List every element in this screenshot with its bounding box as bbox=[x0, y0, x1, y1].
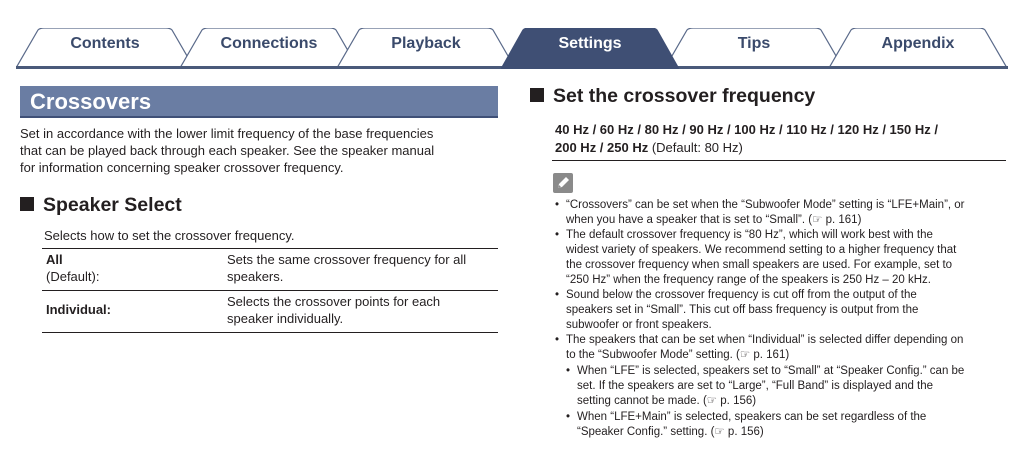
intro-line: Set in accordance with the lower limit frequency of the base frequencies bbox=[20, 126, 434, 141]
note-line: to the “Subwoofer Mode” setting. (☞ p. 161) bbox=[566, 349, 790, 361]
note-item bbox=[555, 333, 965, 363]
table-rule bbox=[42, 248, 498, 249]
frequency-options bbox=[555, 121, 938, 157]
section-rule bbox=[552, 160, 1006, 161]
tab-label: Contents bbox=[70, 35, 140, 52]
section-title: Crossovers bbox=[30, 89, 152, 114]
section-banner bbox=[20, 86, 498, 118]
square-bullet-icon bbox=[530, 88, 544, 102]
note-line: • When “LFE+Main” is selected, speakers can be set regardless of the bbox=[577, 411, 927, 423]
note-item bbox=[555, 288, 965, 333]
tab-bar bbox=[0, 0, 1024, 70]
note-line: widest variety of speakers. We recommend setting to a higher frequency that bbox=[566, 244, 957, 256]
note-line: subwoofer or front speakers. bbox=[566, 319, 712, 331]
frequency-line bbox=[555, 139, 938, 157]
heading-text: Speaker Select bbox=[43, 194, 182, 216]
crossover-frequency-heading bbox=[530, 85, 815, 108]
speaker-select-heading bbox=[20, 194, 182, 217]
square-bullet-icon bbox=[20, 197, 34, 211]
row-desc: Sets the same crossover frequency for all bbox=[227, 252, 467, 267]
tab-tips[interactable] bbox=[665, 28, 843, 68]
pencil-icon bbox=[553, 173, 573, 193]
note-line: • “Crossovers” can be set when the “Subwoofer Mode” setting is “LFE+Main”, or bbox=[566, 199, 965, 211]
tab-connections[interactable] bbox=[180, 28, 358, 68]
default-value: (Default: 80 Hz) bbox=[648, 140, 743, 155]
table-rule bbox=[42, 290, 498, 291]
tab-appendix[interactable] bbox=[829, 28, 1007, 68]
row-desc: Selects the crossover points for each bbox=[227, 294, 441, 309]
frequency-line: 40 Hz / 60 Hz / 80 Hz / 90 Hz / 100 Hz / 110 Hz / 120 Hz / 150 Hz / bbox=[555, 122, 938, 137]
tab-playback[interactable] bbox=[337, 28, 515, 68]
tab-label: Playback bbox=[391, 35, 461, 52]
note-line: • The speakers that can be set when “Individual” is selected differ depending on bbox=[566, 334, 964, 346]
sub-note-item bbox=[566, 410, 965, 440]
note-line: setting cannot be made. (☞ p. 156) bbox=[577, 395, 757, 407]
default-text: (Default): bbox=[46, 269, 100, 284]
row-label: All bbox=[46, 252, 63, 267]
row-desc: speakers. bbox=[227, 269, 284, 284]
note-line: when you have a speaker that is set to “Small”. (☞ p. 161) bbox=[566, 214, 862, 226]
row-label: Individual: bbox=[46, 302, 111, 317]
note-line: speakers set in “Small”. This cut off bass frequency is output from the bbox=[566, 304, 919, 316]
row-desc: speaker individually. bbox=[227, 311, 344, 326]
tab-label: Tips bbox=[737, 35, 771, 52]
tab-contents[interactable] bbox=[16, 28, 194, 68]
notes-list bbox=[555, 198, 965, 440]
intro-line: that can be played back through each speaker. See the speaker manual bbox=[20, 143, 435, 158]
table-rule bbox=[42, 332, 498, 333]
note-line: • The default crossover frequency is “80 Hz”, which will work best with the bbox=[566, 229, 933, 241]
note-item bbox=[555, 228, 965, 288]
heading-text: Set the crossover frequency bbox=[553, 85, 816, 107]
intro-line: for information concerning speaker crossover frequency. bbox=[20, 160, 344, 175]
tab-label: Appendix bbox=[881, 35, 955, 52]
tab-settings[interactable] bbox=[501, 28, 679, 68]
note-item bbox=[555, 198, 965, 228]
note-line: set. If the speakers are set to “Large”, “Full Band” is displayed and the bbox=[577, 380, 934, 392]
tab-label: Connections bbox=[220, 35, 318, 52]
note-line: • When “LFE” is selected, speakers set to “Small” at “Speaker Config.” can be bbox=[577, 365, 965, 377]
note-line: • Sound below the crossover frequency is cut off from the output of the bbox=[566, 289, 917, 301]
frequency-values: 200 Hz / 250 Hz bbox=[555, 140, 649, 155]
row-label-default bbox=[46, 268, 99, 285]
pencil-note-icon bbox=[553, 173, 573, 193]
speaker-select-description: Selects how to set the crossover frequency. bbox=[44, 228, 295, 243]
intro-paragraph bbox=[20, 125, 500, 176]
sub-note-item bbox=[566, 364, 965, 409]
note-line: “250 Hz” when the frequency range of the speakers is 250 Hz – 20 kHz. bbox=[566, 274, 932, 286]
note-line: the crossover frequency when small speakers are used. For example, set to bbox=[566, 259, 953, 271]
tab-label: Settings bbox=[558, 35, 622, 52]
note-line: “Speaker Config.” setting. (☞ p. 156) bbox=[577, 426, 764, 438]
